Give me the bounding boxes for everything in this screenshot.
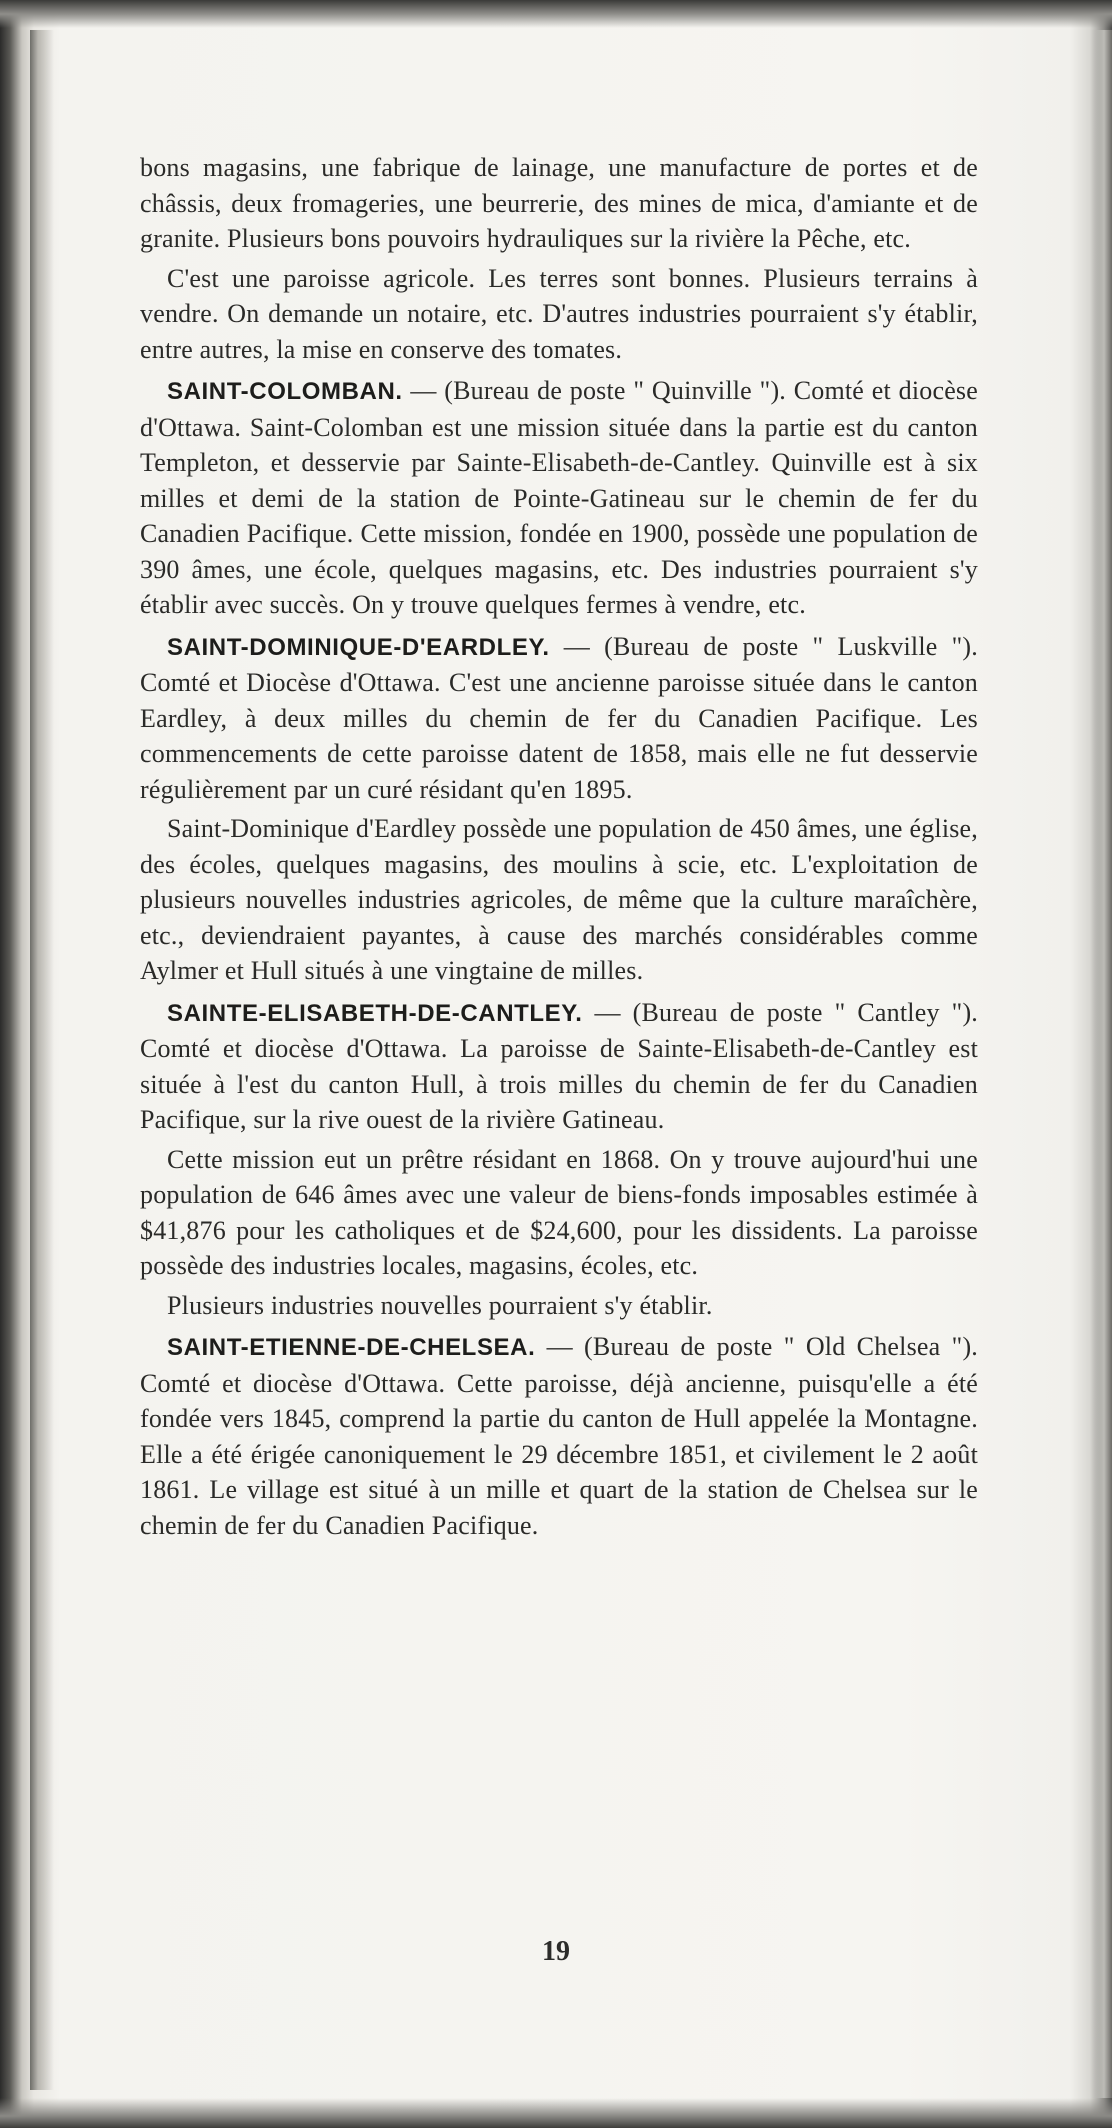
entry-saint-dominique-d-eardley bbox=[140, 629, 978, 808]
page-right-fold bbox=[1092, 30, 1112, 2098]
entry-saint-colomban bbox=[140, 373, 978, 623]
entry-text: — (Bureau de poste " Cantley "). Comté et diocèse d'Ottawa. La paroisse de Sainte-Elisabeth-de-Cantley est située à l'est du canton Hull, à trois milles du chemin de fer du Canadien Pacifique, sur la rive ouest de la rivière Gatineau. bbox=[140, 997, 978, 1134]
entry-text: — (Bureau de poste " Old Chelsea "). Comté et diocèse d'Ottawa. Cette paroisse, déjà ancienne, puisqu'elle a été fondée vers 1845, comprend la partie du canton de Hull appelée la Montagne. Elle a été érigée canoniquement le 29 décembre 1851, et civilement le 2 août 1861. Le village est situé à un mille et quart de la station de Chelsea sur le chemin de fer du Canadien Pacifique. bbox=[140, 1332, 978, 1540]
paragraph-text: Saint-Dominique d'Eardley possède une population de 450 âmes, une église, des écoles, quelques magasins, des moulins à scie, etc. L'exploitation de plusieurs nouvelles industries agricoles, de même que la culture maraîchère, etc., deviendraient payantes, à cause des marchés considérables comme Aylmer et Hull situés à une vingtaine de milles. bbox=[140, 814, 978, 985]
paragraph-agricole bbox=[140, 261, 978, 368]
entry-heading: SAINT-COLOMBAN. bbox=[167, 378, 403, 405]
paragraph-text: Cette mission eut un prêtre résidant en 1868. On y trouve aujourd'hui une population de 646 âmes avec une valeur de biens-fonds imposables estimée à $41,876 pour les catholiques et de $24,600, pour les dissidents. La paroisse possède des industries locales, magasins, écoles, etc. bbox=[140, 1144, 978, 1280]
paragraph-cantley-industries bbox=[140, 1288, 978, 1324]
paragraph-cantley-mission bbox=[140, 1142, 978, 1284]
page-number: 19 bbox=[542, 1936, 570, 1967]
entry-heading: SAINTE-ELISABETH-DE-CANTLEY. bbox=[167, 999, 583, 1027]
entry-text: — (Bureau de poste " Luskville "). Comté et Diocèse d'Ottawa. C'est une ancienne paroisse située dans le canton Eardley, à deux milles du chemin de fer du Canadien Pacifique. Les commencements de cette paroisse datent de 1858, mais elle ne fut desservie régulièrement par un curé résidant qu'en 1895. bbox=[140, 631, 978, 804]
page-bottom-edge bbox=[0, 2098, 1112, 2128]
entry-heading: SAINT-ETIENNE-DE-CHELSEA. bbox=[167, 1334, 536, 1361]
entry-saint-etienne-de-chelsea bbox=[140, 1329, 978, 1543]
paragraph-text: bons magasins, une fabrique de lainage, une manufacture de portes et de châssis, deux fromageries, une beurrerie, des mines de mica, d'amiante et de granite. Plusieurs bons pouvoirs hydrauliques sur la rivière la Pêche, etc. bbox=[140, 153, 978, 253]
page-binding-shadow bbox=[30, 30, 54, 2090]
page-body bbox=[140, 150, 978, 1547]
entry-heading: SAINT-DOMINIQUE-D'EARDLEY. bbox=[167, 633, 550, 661]
paragraph-text: Plusieurs industries nouvelles pourraient s'y établir. bbox=[167, 1290, 713, 1320]
paragraph-continuation bbox=[140, 150, 978, 257]
page-top-edge bbox=[0, 0, 1112, 28]
entry-text: — (Bureau de poste " Quinville "). Comté et diocèse d'Ottawa. Saint-Colomban est une mission située dans la partie est du canton Templeton, et desservie par Sainte-Elisabeth-de-Cantley. Quinville est à six milles et demi de la station de Pointe-Gatineau sur le chemin de fer du Canadien Pacifique. Cette mission, fondée en 1900, possède une population de 390 âmes, une école, quelques magasins, etc. Des industries pourraient s'y établir avec succès. On y trouve quelques fermes à vendre, etc. bbox=[140, 376, 978, 619]
paragraph-eardley-population bbox=[140, 811, 978, 989]
paragraph-text: C'est une paroisse agricole. Les terres sont bonnes. Plusieurs terrains à vendre. On demande un notaire, etc. D'autres industries pourraient s'y établir, entre autres, la mise en conserve des tomates. bbox=[140, 263, 978, 364]
entry-sainte-elisabeth-de-cantley bbox=[140, 995, 978, 1138]
